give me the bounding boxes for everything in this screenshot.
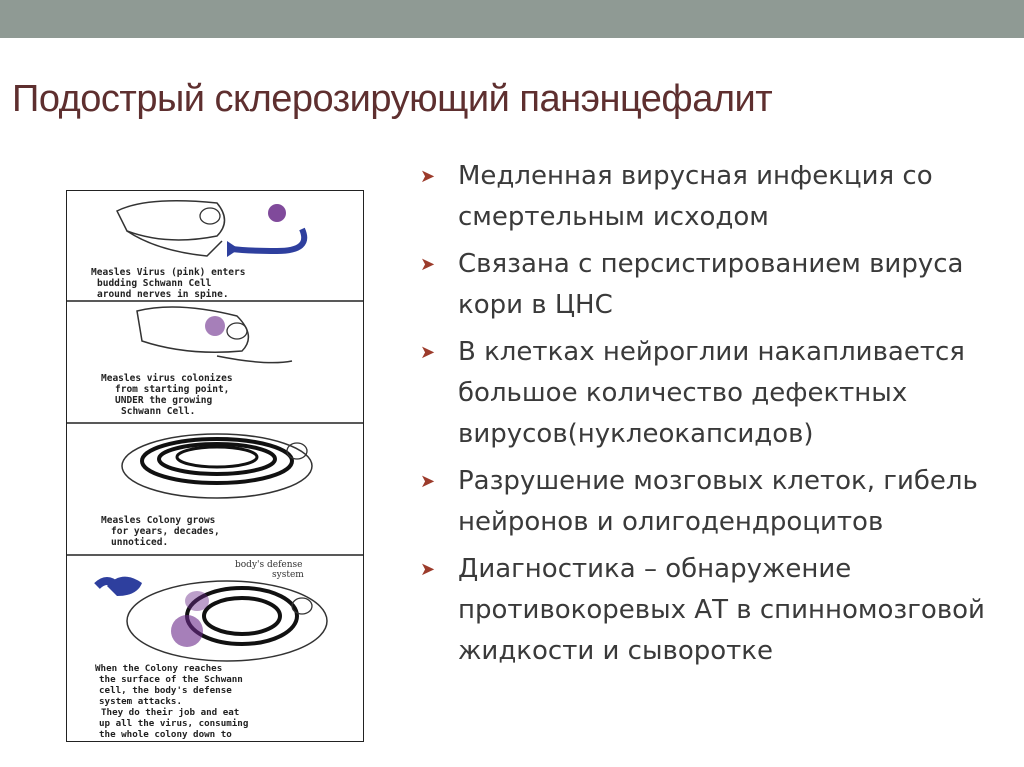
chevron-right-icon: ➤ [420, 254, 436, 275]
defense-label: body's defense system [235, 560, 304, 580]
bullet-text: Разрушение мозговых клеток, гибель нейронов и олигодендроцитов [458, 466, 978, 537]
measles-schwann-cell-illustration [66, 190, 364, 742]
bullet-item [416, 461, 1016, 543]
bullet-item [416, 332, 1016, 455]
panel-2-caption [67, 373, 363, 423]
panel-3-caption [67, 515, 363, 555]
panel-3-drawing [122, 434, 312, 498]
bullet-item [416, 244, 1016, 326]
caption-1-line-1: Measles Virus (pink) enters budding Schwann Cell around nerves in spine. [91, 267, 246, 300]
top-bar [0, 0, 1024, 38]
chevron-right-icon: ➤ [420, 342, 436, 363]
bullet-text: Медленная вирусная инфекция со смертельным исходом [458, 161, 933, 232]
svg-text:Measles virus colonizesfrom st: Measles virus colonizes from starting point, UNDER the growing Schwann Cell. [101, 373, 233, 417]
bullet-text: В клетках нейроглии накапливается большое количество дефектных вирусов(нуклеокапсидов) [458, 337, 965, 449]
svg-text:Measles Colony growsfor years,: Measles Colony grows for years, decades, unnoticed. [101, 515, 220, 548]
panel-4-caption [95, 663, 248, 740]
bullet-text: Диагностика – обнаружение противокоревых АТ в спинномозговой жидкости и сыворотке [458, 554, 985, 666]
chevron-right-icon: ➤ [420, 471, 436, 492]
bullet-text: Связана с персистированием вируса кори в ЦНС [458, 249, 964, 320]
panel-4-drawing [97, 560, 327, 661]
panel-1-drawing [117, 201, 304, 257]
bullet-list [416, 156, 1016, 678]
chevron-right-icon: ➤ [420, 559, 436, 580]
svg-text:When the Colony reachesthe sur: When the Colony reaches the surface of the Schwann cell, the body's defense system attacks. They do their job and eat up all the virus, consuming the whole colony down to [95, 663, 249, 740]
bullet-item [416, 156, 1016, 238]
chevron-right-icon: ➤ [420, 166, 436, 187]
bullet-item [416, 549, 1016, 672]
panel-1-caption [67, 267, 363, 301]
slide-title: Подострый склерозирующий панэнцефалит [12, 78, 773, 120]
panel-2-drawing [137, 307, 292, 363]
